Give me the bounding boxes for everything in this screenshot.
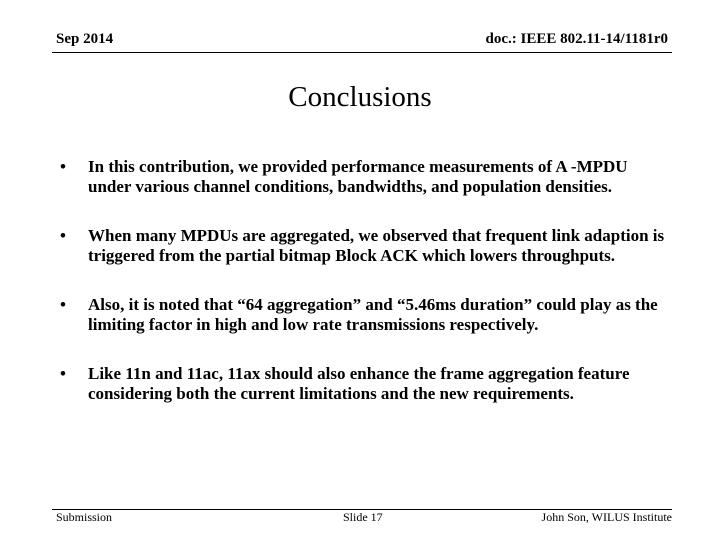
footer-author: John Son, WILUS Institute (541, 510, 672, 524)
bullet-item (60, 157, 670, 196)
bullet-text: In this contribution, we provided performance measurements of A -MPDU under various channel conditions, bandwidths, and population densities. (88, 157, 628, 196)
bullet-item (60, 295, 670, 334)
header-divider (52, 52, 672, 53)
bullet-text: When many MPDUs are aggregated, we observed that frequent link adaption is triggered from the partial bitmap Block ACK which lowers throughputs. (88, 226, 665, 265)
bullet-list (60, 157, 670, 433)
bullet-text: Also, it is noted that “64 aggregation” and “5.46ms duration” could play as the limiting factor in high and low rate transmissions respectively. (88, 295, 658, 334)
slide-title: Conclusions (288, 81, 432, 113)
footer-submission: Submission (56, 510, 113, 524)
bullet-marker: • (60, 364, 66, 383)
bullet-item (60, 226, 670, 265)
bullet-marker: • (60, 295, 66, 314)
bullet-marker: • (60, 226, 66, 245)
header-doc-id: doc.: IEEE 802.11-14/1181r0 (485, 31, 668, 47)
bullet-item (60, 364, 670, 403)
header-date: Sep 2014 (56, 31, 114, 47)
bullet-text: Like 11n and 11ac, 11ax should also enhance the frame aggregation feature considering both the current limitations and the new requirements. (88, 364, 630, 403)
bullet-marker: • (60, 157, 66, 176)
footer-slide-number: Slide 17 (343, 510, 383, 524)
